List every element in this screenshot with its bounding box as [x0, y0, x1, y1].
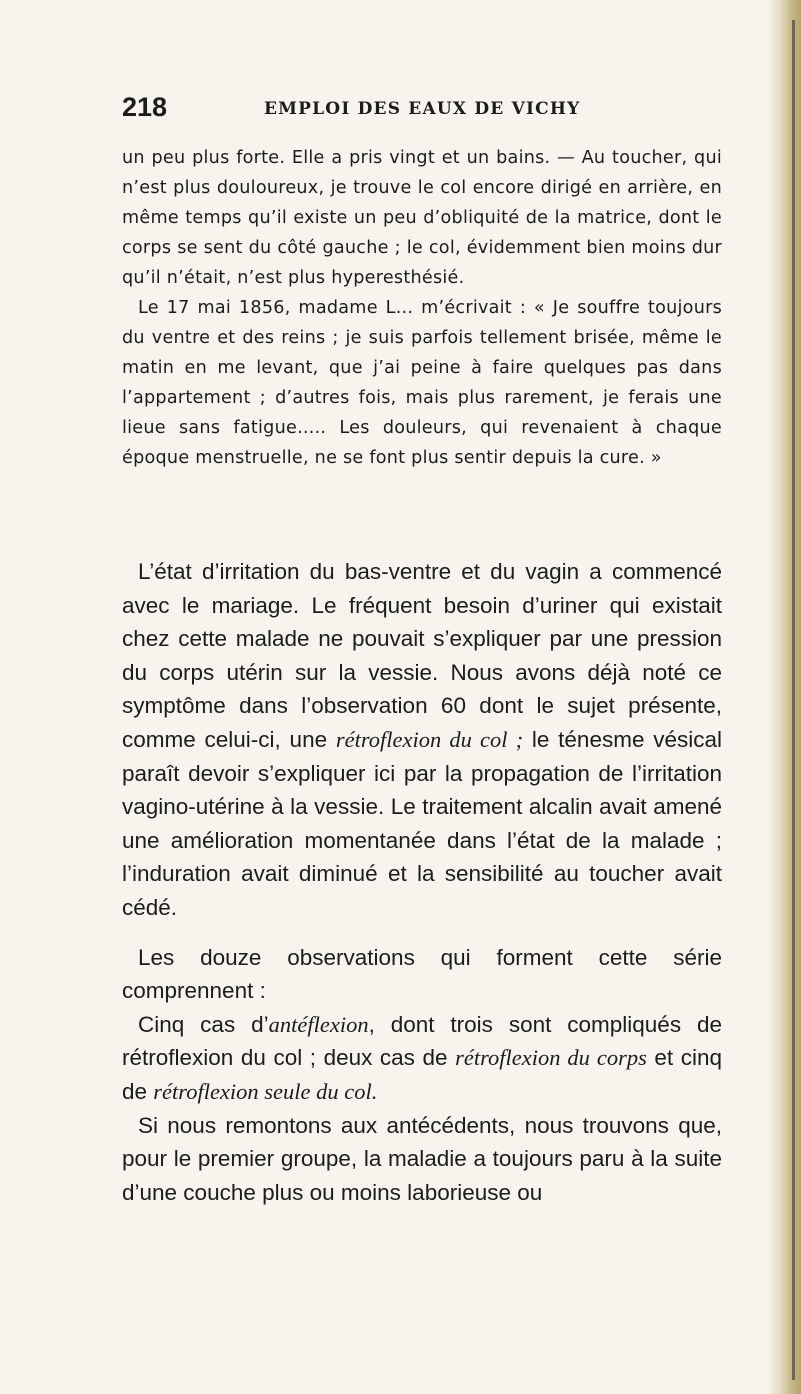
paragraph-2-letter: Le 17 mai 1856, madame L... m’écrivait : « Je souffre toujours du ventre et des reins ; je suis parfois tellement brisée, même le matin en me levant, que j’ai peine à faire quelques pas dans l’appartement ; d’autres fois, mais plus rarement, je ferais une lieue sans fatigue..... Les douleurs, qui revenaient à chaque époque menstruelle, ne se font plus sentir depuis la cure. » [122, 298, 722, 468]
paragraph-3-italic: rétroflexion du col ; [335, 726, 524, 752]
paragraph-5-italic-2: rétroflexion du corps [455, 1045, 647, 1071]
paragraph-5-part-b: , dont trois sont compliqués de rétroflexion du col ; deux cas de [122, 1011, 722, 1071]
running-head [122, 92, 682, 132]
paragraph-5 [122, 1008, 722, 1109]
paragraph-5-italic-3: rétroflexion seule du col. [153, 1078, 378, 1104]
paragraph-5-part-a: Cinq cas d’ [138, 1011, 269, 1037]
page-edge [767, 0, 801, 1394]
paragraph-4: Les douze observations qui forment cette série comprennent : [122, 944, 722, 1004]
page-number: 218 [122, 92, 168, 122]
paragraph-1: un peu plus forte. Elle a pris vingt et un bains. — Au toucher, qui n’est plus douloureux, je trouve le col encore dirigé en arrière, en même temps qu’il existe un peu d’obliquité de la matrice, dont le corps se sent du côté gauche ; le col, évidemment bien moins dur qu’il n’était, n’est plus hyperesthésié. [122, 148, 722, 288]
paragraph-5-italic-1: antéflexion [268, 1011, 369, 1037]
paragraph-3-part-b: le ténesme vésical paraît devoir s’expliquer ici par la propagation de l’irritation vagino-utérine à la vessie. Le traitement alcalin avait amené une amélioration momentanée dans l’état de la malade ; l’induration avait diminué et la sensibilité au toucher avait cédé. [122, 726, 723, 920]
paragraph-5-part-c: et cinq de [122, 1045, 723, 1104]
paragraph-3 [122, 555, 722, 925]
paragraph-6: Si nous remontons aux antécédents, nous trouvons que, pour le premier groupe, la maladie a toujours paru à la suite d’une couche plus ou moins laborieuse ou [122, 1112, 722, 1205]
running-title: EMPLOI DES EAUX DE VICHY [264, 99, 581, 119]
observation-text [122, 143, 722, 473]
paragraph-3-part-a: L’état d’irritation du bas-ventre et du vagin a commencé avec le mariage. Le fréquent besoin d’uriner qui existait chez cette malade ne pouvait s’expliquer par une pression du corps utérin sur la vessie. Nous avons déjà noté ce symptôme dans l’observation 60 dont le sujet présente, comme celui-ci, une [122, 559, 722, 752]
commentary-text [122, 555, 722, 1209]
binding-shadow [792, 20, 795, 1380]
